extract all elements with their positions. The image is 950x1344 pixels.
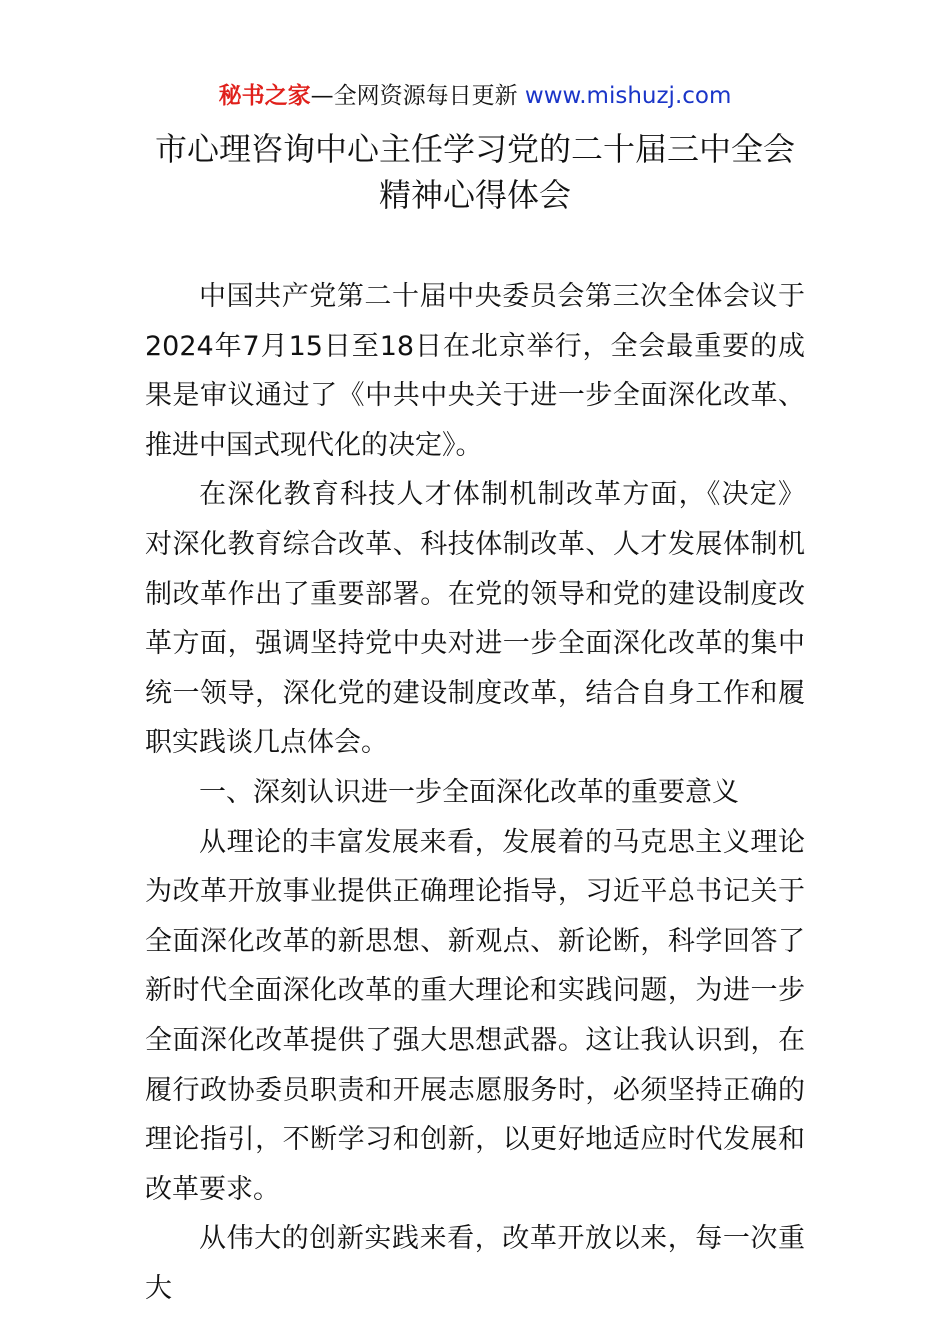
paragraph-intro: 中国共产党第二十届中央委员会第三次全体会议于2024年7月15日至18日在北京举行，全会最重要的成果是审议通过了《中共中央关于进一步全面深化改革、推进中国式现代化的决定》。 bbox=[145, 281, 805, 461]
section-heading-1: 一、深刻认识进一步全面深化改革的重要意义 bbox=[199, 776, 739, 808]
brand-name: 秘书之家 bbox=[218, 83, 311, 109]
document-body bbox=[145, 272, 805, 1313]
site-url-link[interactable]: www.mishuzj.com bbox=[524, 83, 732, 109]
paragraph-practice: 从伟大的创新实践来看，改革开放以来，每一次重大 bbox=[145, 1223, 805, 1304]
title-line-1: 市心理咨询中心主任学习党的二十届三中全会 bbox=[154, 130, 795, 168]
paragraph-theory: 从理论的丰富发展来看，发展着的马克思主义理论为改革开放事业提供正确理论指导，习近平总书记关于全面深化改革的新思想、新观点、新论断，科学回答了新时代全面深化改革的重大理论和实践问题，为进一步全面深化改革提供了强大思想武器。这让我认识到，在履行政协委员职责和开展志愿服务时，必须坚持正确的理论指引，不断学习和创新，以更好地适应时代发展和改革要求。 bbox=[145, 826, 805, 1205]
title-line-2: 精神心得体会 bbox=[378, 176, 571, 214]
banner-tagline: —全网资源每日更新 bbox=[310, 83, 525, 109]
paragraph-reform-areas: 在深化教育科技人才体制机制改革方面，《决定》对深化教育综合改革、科技体制改革、人才发展体制机制改革作出了重要部署。在党的领导和党的建设制度改革方面，强调坚持党中央对进一步全面深化改革的集中统一领导，深化党的建设制度改革，结合自身工作和履职实践谈几点体会。 bbox=[145, 479, 805, 759]
site-banner bbox=[0, 80, 950, 112]
document-title bbox=[100, 126, 850, 218]
